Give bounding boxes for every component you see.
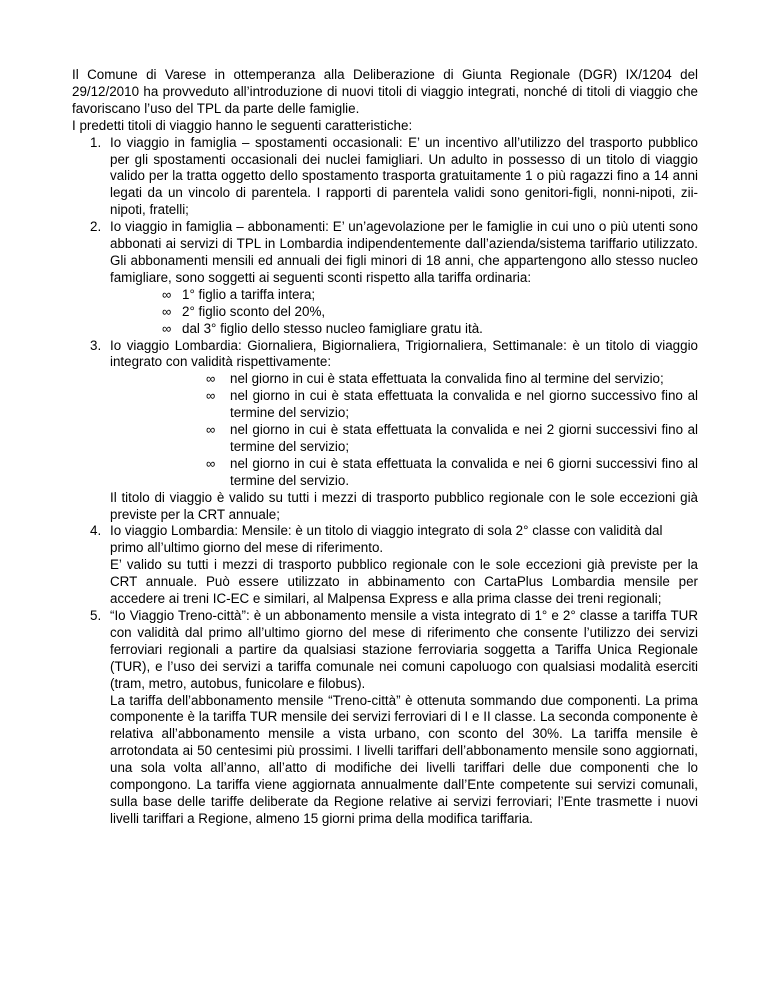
- list-item: [72, 135, 698, 220]
- list-item: [72, 219, 698, 287]
- item-number: 4.: [90, 523, 102, 539]
- bullet-text: dal 3° figlio dello stesso nucleo famigliare gratu ità.: [182, 320, 483, 336]
- item-number: 3.: [90, 337, 102, 353]
- bullet-symbol: ∞: [206, 388, 216, 404]
- bullet-symbol: ∞: [162, 286, 172, 302]
- bullet-item: [72, 304, 698, 321]
- bullet-item: [72, 456, 698, 490]
- item-number: 2.: [90, 219, 102, 235]
- bullet-symbol: ∞: [162, 303, 172, 319]
- item-continuation: Il titolo di viaggio è valido su tutti i mezzi di trasporto pubblico regionale con le sole eccezioni già previste per la CRT annuale;: [110, 489, 698, 522]
- bullet-text: nel giorno in cui è stata effettuata la convalida e nei 2 giorni successivi fino al termine del servizio;: [230, 422, 698, 454]
- item-text: Io viaggio in famiglia – spostamenti occasionali: E’ un incentivo all’utilizzo del trasporto pubblico per gli spostamenti occasionali dei nuclei famigliari. Un adulto in possesso di un titolo di viaggio valido per la tratta oggetto dello spostamento trasporta gratuitamente 1 o più ragazzi fino a 14 anni legati da un vincolo di parentela. I rapporti di parentela validi sono genitori-figli, nonni-nipoti, zii-nipoti, fratelli;: [110, 134, 698, 218]
- document-page: [72, 67, 698, 828]
- bullet-item: [72, 388, 698, 422]
- item-text: Io viaggio Lombardia: Mensile: è un titolo di viaggio integrato di sola 2° classe con validità dal primo all’ultimo giorno del mese di riferimento.: [110, 523, 663, 556]
- intro-paragraph: Il Comune di Varese in ottemperanza alla Deliberazione di Giunta Regionale (DGR) IX/1204 del 29/12/2010 ha provveduto all’introduzione di nuovi titoli di viaggio integrati, nonché di titoli di viaggio che favoriscano l’uso del TPL da parte delle famiglie.: [72, 67, 698, 116]
- bullet-item: [72, 321, 698, 338]
- item-text: Io viaggio Lombardia: Giornaliera, Bigiornaliera, Trigiornaliera, Settimanale: è un titolo di viaggio integrato con validità rispettivamente:: [110, 337, 698, 370]
- bullet-item: [72, 371, 698, 388]
- bullet-text: nel giorno in cui è stata effettuata la convalida e nei 6 giorni successivi fino al termine del servizio.: [230, 455, 698, 488]
- bullet-text: nel giorno in cui è stata effettuata la convalida fino al termine del servizio;: [230, 371, 664, 387]
- item-number: 5.: [90, 608, 102, 623]
- item-continuation: La tariffa dell’abbonamento mensile “Treno-città” è ottenuta sommando due componenti. La prima componente è la tariffa TUR mensile dei servizi ferroviari di I e II classe. La seconda componente è relativa all’abbonamento mensile a vista urbano, con sconto del 30%. La tariffa mensile è arrotondata ai 50 centesimi più prossimi. I livelli tariffari dell’abbonamento mensile sono aggiornati, una sola volta all’anno, all’atto di modifiche dei livelli tariffari delle due componenti che lo compongono. La tariffa viene aggiornata annualmente dall’Ente competente sui servizi comunali, sulla base delle tariffe deliberate da Regione relative ai servizi ferroviari; l’Ente trasmette i nuovi livelli tariffari a Regione, almeno 15 giorni prima della modifica tariffaria.: [110, 692, 698, 826]
- list-item: [72, 523, 698, 557]
- list-item: [72, 338, 698, 372]
- item-text: “Io Viaggio Treno-città”: è un abbonamento mensile a vista integrato di 1° e 2° classe a tariffa TUR con validità dal primo all’ultimo giorno del mese di riferimento che consente l’utilizzo dei servizi ferroviari regionali a partire da qualsiasi stazione ferroviaria soggetta a Tariffa Unica Regionale (TUR), e l’uso dei servizi a tariffa comunale nei comuni capoluogo con qualsiasi modalità eserciti (tram, metro, autobus, funicolare e filobus).: [110, 608, 698, 691]
- item-number: 1.: [90, 134, 102, 150]
- bullet-item: [72, 422, 698, 456]
- bullet-symbol: ∞: [206, 422, 216, 438]
- item-continuation: E’ valido su tutti i mezzi di trasporto pubblico regionale con le sole eccezioni già previste per la CRT annuale. Può essere utilizzato in abbinamento con CartaPlus Lombardia mensile per accedere ai treni IC-EC e similari, al Malpensa Express e alla prima classe dei treni regionali;: [110, 557, 698, 607]
- bullet-symbol: ∞: [206, 371, 216, 387]
- item-text: Io viaggio in famiglia – abbonamenti: E’ un’agevolazione per le famiglie in cui uno o più utenti sono abbonati ai servizi di TPL in Lombardia indipendentemente dall’azienda/sistema tariffario utilizzato. Gli abbonamenti mensili ed annuali dei figli minori di 18 anni, che appartengono allo stesso nucleo famigliare, sono soggetti ai seguenti sconti rispetto alla tariffa ordinaria:: [110, 219, 698, 285]
- bullet-symbol: ∞: [162, 320, 172, 336]
- bullet-text: 1° figlio a tariffa intera;: [182, 286, 316, 302]
- lead-sentence: I predetti titoli di viaggio hanno le seguenti caratteristiche:: [72, 117, 413, 133]
- bullet-item: [72, 287, 698, 304]
- list-item: [72, 608, 698, 693]
- bullet-text: nel giorno in cui è stata effettuata la convalida e nel giorno successivo fino al termine del servizio;: [230, 388, 698, 421]
- bullet-symbol: ∞: [206, 455, 216, 471]
- bullet-text: 2° figlio sconto del 20%,: [182, 303, 326, 319]
